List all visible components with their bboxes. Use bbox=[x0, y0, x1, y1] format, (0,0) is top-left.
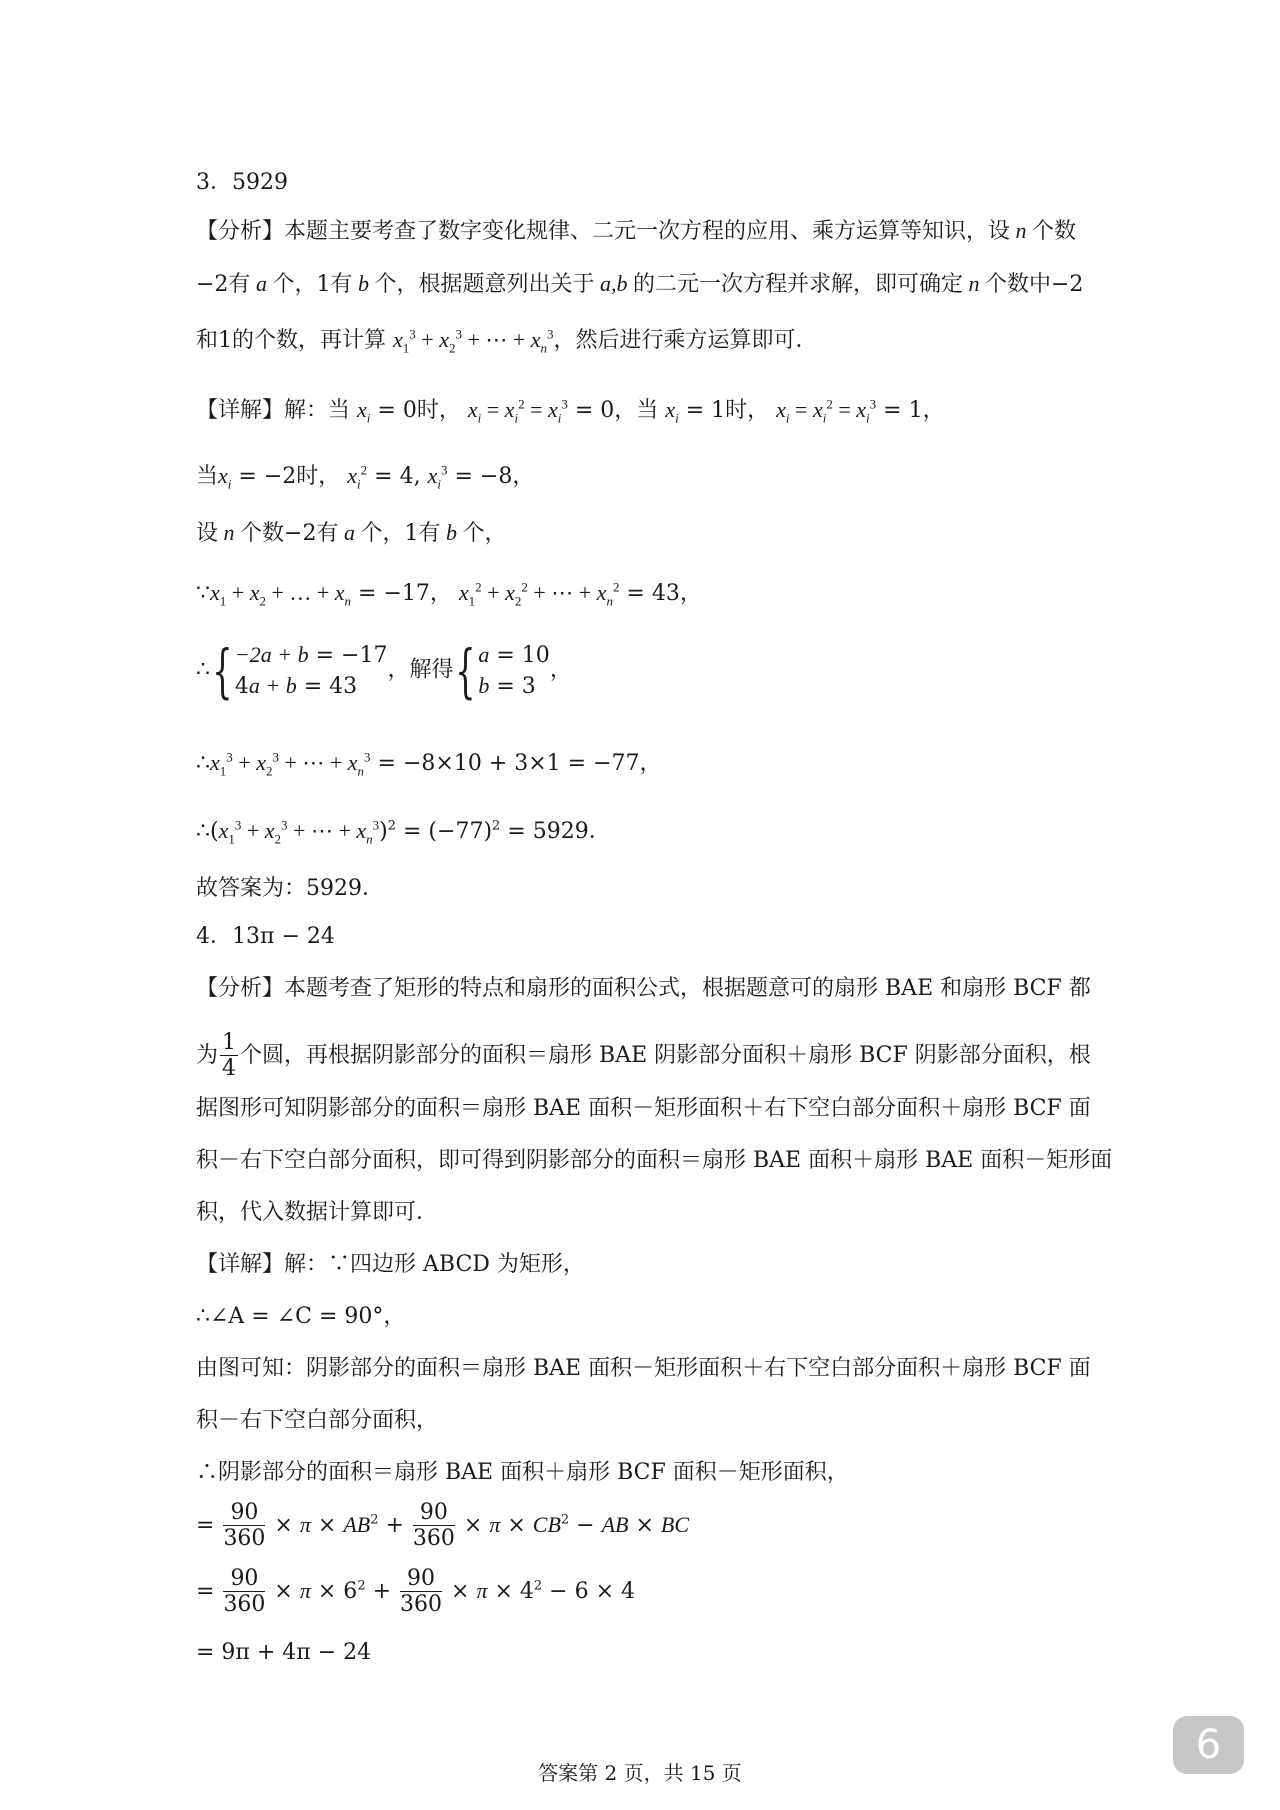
q3-analysis-line-2: −2有 a 个，1有 b 个，根据题意列出关于 a,b 的二元一次方程并求解，即可确定 n 个数中−2 bbox=[196, 271, 1084, 297]
detail-label: 【详解】 bbox=[196, 398, 285, 423]
analysis-label: 【分析】 bbox=[196, 219, 285, 244]
q4-detail-line-5: ∴阴影部分的面积＝扇形 BAE 面积＋扇形 BCF 面积－矩形面积， bbox=[196, 1460, 849, 1485]
q3-detail-line-2: 当$x_i = -2$时， $x_i^2 = 4$, $x_i^3 = -8$， bbox=[196, 462, 535, 492]
q3-analysis-line-1: 【分析】本题主要考查了数字变化规律、二元一次方程的应用、乘方运算等知识，设 n 个数 bbox=[196, 218, 1077, 244]
q4-analysis-line-2: 为 $\frac{1}{4}$ 个圆，再根据阴影部分的面积＝扇形 BAE 阴影部分面积＋扇形 BCF 阴影部分面积，根 bbox=[196, 1030, 1091, 1082]
q4-detail-line-3: 由图可知：阴影部分的面积＝扇形 BAE 面积－矩形面积＋右下空白部分面积＋扇形 BCF 面 bbox=[196, 1356, 1091, 1381]
analysis-label: 【分析】 bbox=[196, 976, 285, 1001]
q3-answer: 故答案为：5929． bbox=[196, 876, 384, 901]
page-footer: 答案第 2 页，共 15 页 bbox=[538, 1761, 742, 1785]
fraction-one-quarter: $\frac{1}{4}$ bbox=[222, 1030, 237, 1082]
q4-analysis-line-3: 据图形可知阴影部分的面积＝扇形 BAE 面积－矩形面积＋右下空白部分面积＋扇形 BCF 面 bbox=[196, 1096, 1091, 1121]
q4-analysis-line-1: 【分析】本题考查了矩形的特点和扇形的面积公式，根据题意可的扇形 BAE 和扇形 BCF 都 bbox=[196, 976, 1091, 1001]
page-number-badge: 6 bbox=[1173, 1716, 1244, 1774]
q3-detail-line-1: 【详解】解：当 $x_i = 0$时， $x_i = x_i^2 = x_i^3 = 0$，当 $x_i = 1$时， $x_i = x_i^2 = x_i^3 = 1$， bbox=[196, 396, 945, 426]
q3-analysis-line-3: 和1的个数，再计算 $x_1^3 + x_2^3$ + ⋯ + $x_n^3$，然后进行乘方运算即可． bbox=[196, 326, 818, 356]
q3-header: 3．5929 bbox=[196, 170, 288, 195]
q4-detail-line-1: 【详解】解：∵四边形 ABCD 为矩形， bbox=[196, 1252, 585, 1277]
q3-squared-result: $\therefore(x_1^3 + x_2^3$ + ⋯ + $x_n^3)^2 = (-77)^2 = 5929$． bbox=[196, 817, 611, 847]
q4-detail-line-4: 积－右下空白部分面积， bbox=[196, 1408, 439, 1433]
q4-detail-line-2: ∴∠A = ∠C = 90°， bbox=[196, 1304, 406, 1329]
q4-calc-step-1: = $\frac{90}{360}$ × $\pi \times AB^2$ + $\frac{90}{360}$ × $\pi \times CB^2$ − AB × BC bbox=[196, 1500, 690, 1552]
q3-detail-sums: $\because x_1 + x_2$ + … + $x_n = -17$， $x_1^2 + x_2^2$ + ⋯ + $x_n^2 = 43$， bbox=[196, 579, 702, 609]
detail-label: 【详解】 bbox=[196, 1252, 285, 1277]
q4-calc-step-3: = 9π + 4π − 24 bbox=[196, 1640, 372, 1665]
q3-cube-sum: $\therefore x_1^3 + x_2^3$ + ⋯ + $x_n^3 = -8\times 10 + 3\times 1 = -77$， bbox=[196, 749, 662, 779]
q3-detail-line-3: 设 n 个数−2有 a 个，1有 b 个， bbox=[196, 520, 507, 546]
q4-header: 4．13π − 24 bbox=[196, 924, 335, 949]
q4-analysis-line-5: 积，代入数据计算即可． bbox=[196, 1200, 439, 1225]
q4-analysis-line-4: 积－右下空白部分面积，即可得到阴影部分的面积＝扇形 BAE 面积＋扇形 BAE 面积－矩形面 bbox=[196, 1148, 1113, 1173]
q3-equation-system: ∴{ −2a + b = −17 4a + b = 43，解得{ a = 10 b = 3， bbox=[196, 636, 572, 705]
q4-calc-step-2: = $\frac{90}{360}$ × $\pi \times 6^2$ + $\frac{90}{360}$ × $\pi \times 4^2 - 6 \times 4$ bbox=[196, 1566, 636, 1618]
